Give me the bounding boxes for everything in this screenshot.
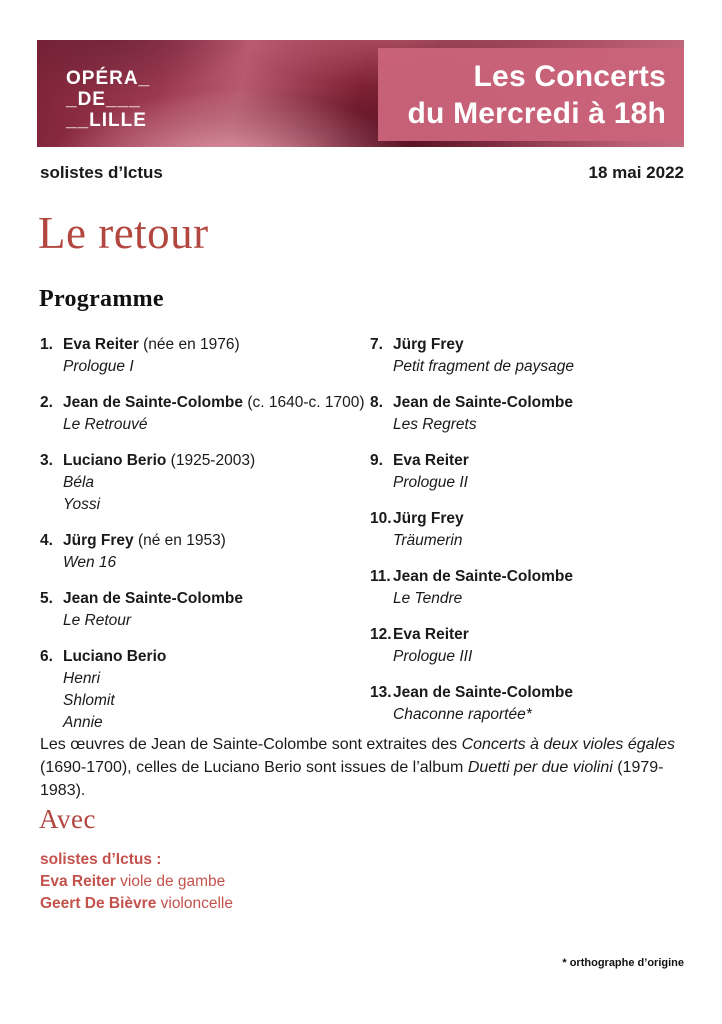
program-columns	[40, 334, 685, 748]
program-item	[370, 392, 685, 436]
program-item-composer-line	[370, 450, 685, 472]
program-item-composer-line	[40, 530, 370, 552]
program-item-works	[393, 588, 685, 610]
program-item-works	[393, 646, 685, 668]
program-item	[40, 450, 370, 516]
footnote: * orthographe d’origine	[562, 957, 684, 969]
program-item	[370, 508, 685, 552]
program-item-works	[63, 414, 370, 436]
program-item-number: 5.	[40, 590, 53, 607]
work-title: Le Retour	[63, 612, 132, 629]
composer-name: Eva Reiter	[63, 336, 139, 353]
program-item-works	[393, 530, 685, 552]
program-item	[40, 334, 370, 378]
work-title: Le Retrouvé	[63, 416, 148, 433]
banner-title	[408, 58, 685, 132]
banner-title-line-1: Les Concerts	[473, 59, 666, 93]
program-item-number: 10.	[370, 510, 392, 527]
composer-name: Eva Reiter	[393, 626, 469, 643]
credits-block	[40, 849, 233, 915]
work-title: Shlomit	[63, 692, 115, 709]
program-item-number: 13.	[370, 684, 392, 701]
composer-name: Jean de Sainte-Colombe	[63, 590, 244, 607]
program-item-composer-line	[370, 334, 685, 356]
program-item-number: 12.	[370, 626, 392, 643]
avec-heading: Avec	[39, 804, 96, 834]
note-text: Les œuvres de Jean de Sainte-Colombe sont extraites des	[40, 736, 462, 753]
program-item-composer-line	[40, 450, 370, 472]
program-item-composer-line	[370, 508, 685, 530]
note-italic-title-1: Concerts à deux violes égales	[461, 736, 676, 753]
page-title: Le retour	[38, 208, 209, 258]
work-title: Yossi	[63, 496, 101, 513]
programme-heading: Programme	[39, 286, 164, 312]
composer-dates: (c. 1640-c. 1700)	[243, 394, 365, 411]
composer-name: Jean de Sainte-Colombe	[393, 568, 574, 585]
program-item-number: 8.	[370, 394, 383, 411]
performer-line	[40, 871, 233, 893]
program-item-composer-line	[370, 392, 685, 414]
program-item-works	[63, 552, 370, 574]
program-item-number: 1.	[40, 336, 53, 353]
program-item	[40, 588, 370, 632]
composer-name: Luciano Berio	[63, 452, 167, 469]
program-item	[370, 334, 685, 378]
logo-line-1: OPÉRA_	[66, 68, 151, 89]
performer-line	[40, 893, 233, 915]
opera-de-lille-logo	[66, 68, 150, 131]
program-item	[370, 450, 685, 494]
banner-title-line-2: du Mercredi à 18h	[407, 96, 666, 130]
performers-list	[40, 871, 233, 915]
performer-instrument: violoncelle	[156, 895, 233, 912]
program-item-number: 2.	[40, 394, 53, 411]
program-item-composer-line	[370, 682, 685, 704]
work-title: Prologue I	[63, 358, 134, 375]
composer-dates: (1925-2003)	[166, 452, 256, 469]
program-item-works	[63, 472, 370, 516]
work-title: Les Regrets	[393, 416, 477, 433]
work-title: Prologue II	[393, 474, 468, 491]
composer-name: Jürg Frey	[63, 532, 134, 549]
program-item	[370, 566, 685, 610]
performer-instrument: viole de gambe	[115, 873, 226, 890]
program-item-number: 7.	[370, 336, 383, 353]
composer-name: Jean de Sainte-Colombe	[63, 394, 244, 411]
program-item-composer-line	[40, 334, 370, 356]
concert-date: 18 mai 2022	[588, 163, 684, 182]
program-item	[370, 624, 685, 668]
work-title: Chaconne raportée*	[393, 706, 532, 723]
banner-title-box	[378, 48, 684, 141]
program-item-works	[393, 414, 685, 436]
composer-name: Eva Reiter	[393, 452, 469, 469]
program-item-composer-line	[40, 588, 370, 610]
work-title: Le Tendre	[393, 590, 463, 607]
performer-name: Geert De Bièvre	[40, 895, 157, 912]
work-title: Petit fragment de paysage	[393, 358, 574, 375]
note-text: (1690-1700), celles de Luciano Berio sont issues de l’album	[40, 759, 468, 776]
note-text: (1979-1983).	[40, 759, 664, 799]
work-title: Wen 16	[63, 554, 117, 571]
logo-line-3: __LILLE	[66, 110, 147, 131]
composer-name: Jean de Sainte-Colombe	[393, 394, 574, 411]
program-item	[370, 682, 685, 726]
source-note	[40, 733, 688, 802]
composer-name: Jürg Frey	[393, 510, 464, 527]
header-banner	[37, 40, 684, 147]
program-column-right	[370, 334, 685, 748]
program-item	[40, 530, 370, 574]
program-item-works	[63, 668, 370, 734]
composer-name: Jean de Sainte-Colombe	[393, 684, 574, 701]
program-item-number: 9.	[370, 452, 383, 469]
program-item	[40, 392, 370, 436]
program-item-composer-line	[40, 392, 370, 414]
program-item-composer-line	[40, 646, 370, 668]
program-item-composer-line	[370, 566, 685, 588]
work-title: Henri	[63, 670, 101, 687]
work-title: Träumerin	[393, 532, 463, 549]
program-item-number: 3.	[40, 452, 53, 469]
program-item-works	[393, 704, 685, 726]
program-item-works	[63, 610, 370, 632]
composer-dates: (née en 1976)	[138, 336, 240, 353]
program-item-number: 6.	[40, 648, 53, 665]
subheader-row	[40, 163, 684, 183]
composer-dates: (né en 1953)	[133, 532, 226, 549]
note-italic-title-2: Duetti per due violini	[467, 759, 613, 776]
work-title: Béla	[63, 474, 95, 491]
credits-group-label: solistes d’Ictus :	[40, 851, 162, 868]
composer-name: Luciano Berio	[63, 648, 167, 665]
program-item-works	[393, 472, 685, 494]
program-item-works	[63, 356, 370, 378]
logo-line-2: _DE___	[66, 89, 141, 110]
program-item-works	[393, 356, 685, 378]
work-title: Annie	[63, 714, 103, 731]
program-item-composer-line	[370, 624, 685, 646]
program-item-number: 4.	[40, 532, 53, 549]
ensemble-name: solistes d’Ictus	[40, 163, 163, 182]
program-item-number: 11.	[370, 568, 391, 585]
performer-name: Eva Reiter	[40, 873, 116, 890]
program-column-left	[40, 334, 370, 748]
program-item	[40, 646, 370, 734]
work-title: Prologue III	[393, 648, 473, 665]
composer-name: Jürg Frey	[393, 336, 464, 353]
